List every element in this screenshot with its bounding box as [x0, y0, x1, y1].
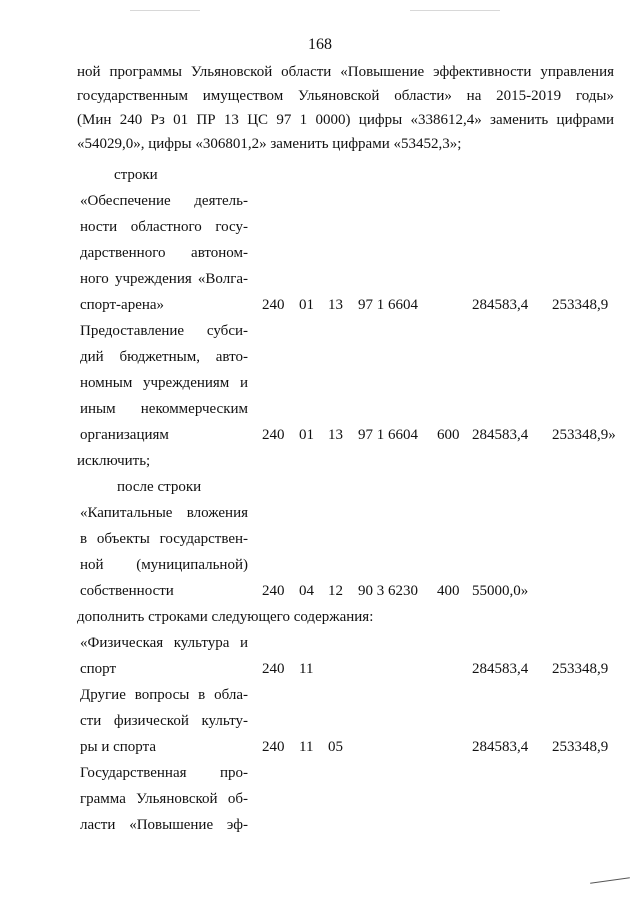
col-rz: 11	[299, 739, 314, 755]
col-cs: 97 1 6604	[358, 297, 418, 313]
row-label-line: иным некоммерческим	[80, 401, 248, 417]
col-cs: 90 3 6230	[358, 583, 418, 599]
col-value-1: 284583,4	[472, 297, 529, 313]
row-label-line: спорт	[80, 661, 117, 677]
col-pr: 13	[328, 427, 343, 443]
col-pr: 13	[328, 297, 343, 313]
col-vr: 400	[437, 583, 460, 599]
row-label-line: Предоставление субси-	[80, 323, 248, 339]
col-vr: 600	[437, 427, 460, 443]
intro-line: (Мин 240 Рз 01 ПР 13 ЦС 97 1 0000) цифры «338612,4» заменить цифрами	[77, 112, 614, 128]
col-value-2: 253348,9	[552, 297, 609, 313]
col-value-1: 284583,4	[472, 739, 529, 755]
col-min: 240	[262, 739, 285, 755]
action-text: исключить;	[77, 453, 151, 469]
row-label-line: ласти «Повышение эф-	[80, 817, 248, 833]
col-pr: 05	[328, 739, 343, 755]
row-label-line: грамма Ульяновской об-	[80, 791, 248, 807]
col-cs: 97 1 6604	[358, 427, 418, 443]
col-value-1: 284583,4	[472, 427, 529, 443]
action-text: дополнить строками следующего содержания:	[77, 609, 374, 625]
col-value-2: 253348,9	[552, 661, 609, 677]
col-min: 240	[262, 297, 285, 313]
col-value-1: 55000,0»	[472, 583, 529, 599]
row-label-line: Другие вопросы в обла-	[80, 687, 248, 703]
row-label-line: дий бюджетным, авто-	[80, 349, 248, 365]
col-min: 240	[262, 583, 285, 599]
col-value-2: 253348,9»	[552, 427, 616, 443]
col-min: 240	[262, 427, 285, 443]
row-label-line: ности областного госу-	[80, 219, 248, 235]
row-label-line: «Капитальные вложения	[80, 505, 248, 521]
section-heading: строки	[114, 167, 158, 183]
intro-line: «54029,0», цифры «306801,2» заменить цифрами «53452,3»;	[77, 136, 462, 152]
section-heading: после строки	[117, 479, 202, 495]
row-label-line: организациям	[80, 427, 169, 443]
row-label-line: ного учреждения «Волга-	[80, 271, 248, 287]
col-pr: 12	[328, 583, 343, 599]
col-rz: 01	[299, 427, 314, 443]
col-value-2: 253348,9	[552, 739, 609, 755]
row-label-line: ры и спорта	[80, 739, 156, 755]
row-label-line: в объекты государствен-	[80, 531, 248, 547]
row-label-line: Государственная про-	[80, 765, 248, 781]
scan-artifact-bottom	[590, 877, 630, 884]
col-min: 240	[262, 661, 285, 677]
col-rz: 04	[299, 583, 314, 599]
scan-artifact-top	[410, 10, 500, 11]
intro-line: ной программы Ульяновской области «Повышение эффективности управления	[77, 64, 614, 80]
row-label-line: ной (муниципальной)	[80, 557, 248, 573]
page-number: 168	[308, 36, 332, 53]
row-label-line: «Обеспечение деятель-	[80, 193, 248, 209]
row-label-line: «Физическая культура и	[80, 635, 248, 651]
col-value-1: 284583,4	[472, 661, 529, 677]
scan-artifact-top	[130, 10, 200, 11]
row-label-line: спорт-арена»	[80, 297, 165, 313]
col-rz: 11	[299, 661, 314, 677]
row-label-line: дарственного автоном-	[80, 245, 248, 261]
row-label-line: сти физической культу-	[80, 713, 248, 729]
col-rz: 01	[299, 297, 314, 313]
row-label-line: собственности	[80, 583, 174, 599]
row-label-line: номным учреждениям и	[80, 375, 248, 391]
intro-line: государственным имуществом Ульяновской области» на 2015-2019 годы»	[77, 88, 614, 104]
